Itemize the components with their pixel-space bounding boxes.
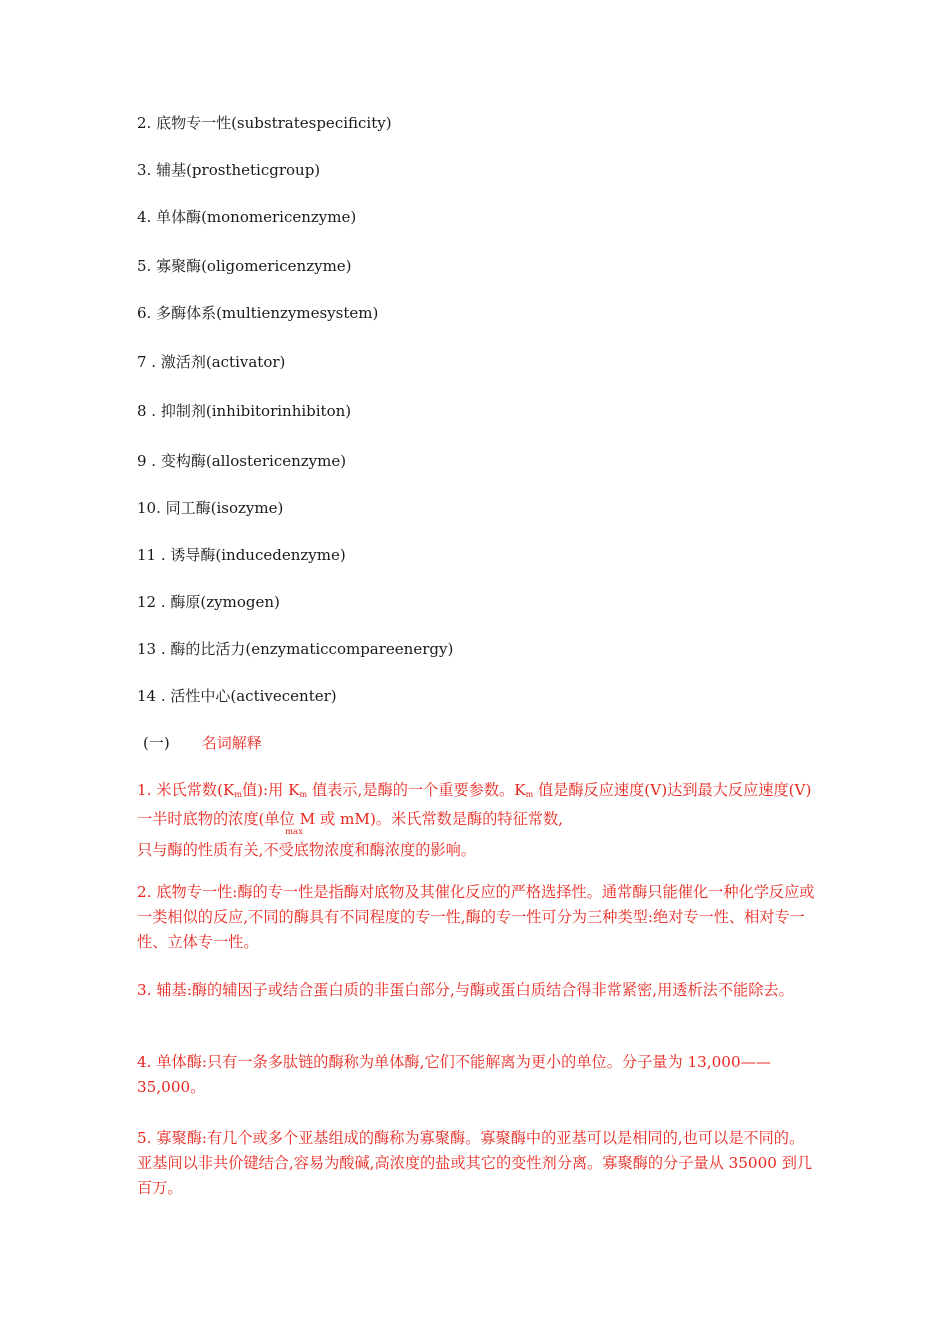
section-number: (一) xyxy=(143,734,170,752)
term-item: 3. 辅基(prostheticgroup) xyxy=(137,161,321,179)
max-subscript-note: max xyxy=(285,827,303,837)
definition-1 xyxy=(137,778,817,863)
def1-text-c: 值表示,是酶的一个重要参数。K xyxy=(307,781,526,799)
term-item: 8 . 抑制剂(inhibitorinhibiton) xyxy=(137,402,352,420)
definition-4: 4. 单体酶:只有一条多肽链的酶称为单体酶,它们不能解离为更小的单位。分子量为 13,000——35,000。 xyxy=(137,1053,771,1096)
section-heading xyxy=(143,732,262,753)
term-item: 6. 多酶体系(multienzymesystem) xyxy=(137,304,379,322)
definition-5: 5. 寡聚酶:有几个或多个亚基组成的酶称为寡聚酶。寡聚酶中的亚基可以是相同的,也可以是不同的。亚基间以非共价键结合,容易为酸碱,高浓度的盐或其它的变性剂分离。寡聚酶的分子量从 35000 到几百万。 xyxy=(137,1129,813,1197)
def1-text-b: 值):用 K xyxy=(241,781,300,799)
def1-subscript: m xyxy=(525,790,534,799)
definition-3: 3. 辅基:酶的辅因子或结合蛋白质的非蛋白部分,与酶或蛋白质结合得非常紧密,用透析法不能除去。 xyxy=(137,981,794,999)
term-item: 2. 底物专一性(substratespecificity) xyxy=(137,114,392,132)
section-title: 名词解释 xyxy=(201,734,262,752)
term-item: 14 . 活性中心(activecenter) xyxy=(137,687,337,705)
def1-text-a: 1. 米氏常数(K xyxy=(137,781,235,799)
def1-subscript: m xyxy=(299,790,308,799)
term-item: 13 . 酶的比活力(enzymaticcompareenergy) xyxy=(137,640,454,658)
def1-text-d: 值是酶反应速度(V)达到最大反应速度(V)一半时底物的浓度(单位 M 或 mM)。米氏常数是酶的特征常数, xyxy=(137,781,812,828)
def1-text-e: 只与酶的性质有关,不受底物浓度和酶浓度的影响。 xyxy=(137,841,476,859)
term-item: 9 . 变构酶(allostericenzyme) xyxy=(137,452,347,470)
term-item: 12 . 酶原(zymogen) xyxy=(137,593,280,611)
def1-subscript: m xyxy=(234,790,242,799)
term-item: 7 . 激活剂(activator) xyxy=(137,353,286,371)
term-item: 5. 寡聚酶(oligomericenzyme) xyxy=(137,257,352,275)
term-item: 10. 同工酶(isozyme) xyxy=(137,499,284,517)
definition-2: 2. 底物专一性:酶的专一性是指酶对底物及其催化反应的严格选择性。通常酶只能催化一种化学反应或一类相似的反应,不同的酶具有不同程度的专一性,酶的专一性可分为三种类型:绝对专一性、相对专一性、立体专一性。 xyxy=(137,883,815,951)
term-item: 11 . 诱导酶(inducedenzyme) xyxy=(137,546,346,564)
term-item: 4. 单体酶(monomericenzyme) xyxy=(137,208,357,226)
